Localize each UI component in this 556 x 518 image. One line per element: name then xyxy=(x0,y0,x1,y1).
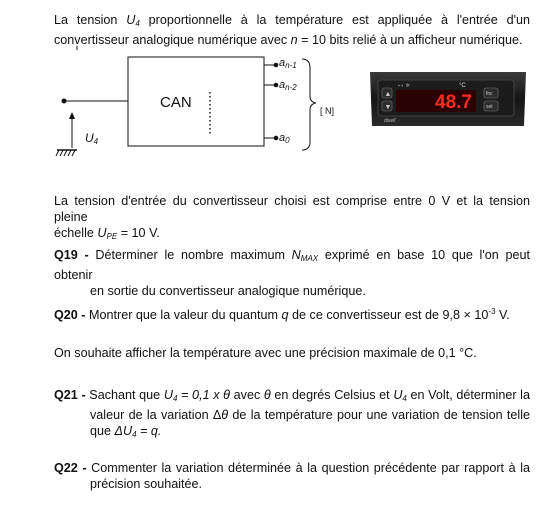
u4-subscript: 4 xyxy=(402,394,407,403)
theta-symbol: θ xyxy=(263,388,271,402)
u4-symbol: U xyxy=(126,13,136,27)
q21-line-2 xyxy=(54,407,530,423)
q21-number: Q21 - xyxy=(54,388,86,402)
q22-line-1 xyxy=(54,460,530,476)
q20-line-1 xyxy=(54,304,530,323)
q22-text: Commenter la variation déterminée à la question précédente par rapport à la xyxy=(86,461,531,475)
voltage-arrowhead xyxy=(69,112,75,119)
bus-label: [ N] xyxy=(320,106,335,116)
n-symbol: n xyxy=(290,33,298,47)
q21-line-3 xyxy=(54,423,530,443)
q20-text: V. xyxy=(495,308,510,322)
q20-exponent: -3 xyxy=(488,307,496,316)
label-an1: an-1 xyxy=(279,57,297,70)
para1-text: La tension d'entrée du convertisseur choisi est comprise entre 0 V et la tension pleine xyxy=(54,194,530,224)
down-arrow-icon: ▼ xyxy=(384,104,392,111)
u4-symbol: U xyxy=(393,388,403,402)
input-terminal xyxy=(62,99,67,104)
can-diagram xyxy=(50,46,350,162)
nmax-symbol: N xyxy=(291,248,301,262)
para1-text: = 10 V. xyxy=(117,226,160,240)
q19-text: Déterminer le nombre maximum xyxy=(88,248,292,262)
input-label: U4 xyxy=(85,131,99,146)
q21-text: que xyxy=(90,424,115,438)
upe-symbol: U xyxy=(97,226,107,240)
q-symbol: q xyxy=(281,308,289,322)
q21-text: avec xyxy=(230,388,264,402)
q22-number: Q22 - xyxy=(54,461,87,475)
output-terminal-an1 xyxy=(274,63,279,68)
q22-line-2: précision souhaitée. xyxy=(90,477,203,491)
can-block xyxy=(128,57,264,146)
q19-text: exprimé en base 10 que l'on peut obtenir xyxy=(54,248,530,282)
q20-text: de ce convertisseur est de 9,8 × 10 xyxy=(288,308,489,322)
question-q20 xyxy=(54,304,530,323)
brand-logo: dixell xyxy=(384,118,396,124)
delta-u-subscript: 4 xyxy=(132,430,137,439)
formula-u: U xyxy=(163,388,173,402)
ground-hatch xyxy=(56,150,75,156)
bus-brace xyxy=(302,59,316,150)
can-label: CAN xyxy=(160,94,192,111)
intro-text: proportionnelle à la température est appliquée à l'entrée d'un xyxy=(139,13,530,27)
q21-line-1 xyxy=(54,387,530,407)
formula-rest: = 0,1 x θ xyxy=(177,388,230,402)
output-terminal-a0 xyxy=(274,136,279,141)
formula-sub: 4 xyxy=(172,394,178,403)
nmax-subscript: MAX xyxy=(300,254,319,263)
thermostat-device xyxy=(368,66,528,132)
q21-text: Sachant que xyxy=(85,388,164,402)
unit-label: °C xyxy=(459,83,466,89)
q20-text: Montrer que la valeur du quantum xyxy=(85,308,282,322)
q19-line-1 xyxy=(54,247,530,283)
q21-text: valeur de la variation Δ xyxy=(90,408,222,422)
question-q19 xyxy=(54,247,530,299)
upe-subscript: PE xyxy=(106,232,118,241)
para1-text: échelle xyxy=(54,226,98,240)
intro-paragraph xyxy=(54,12,530,48)
intro-text: = 10 bits relié à un afficheur numérique. xyxy=(297,33,523,47)
fnc-label: fnc xyxy=(486,91,493,97)
para1-line-2 xyxy=(54,225,530,245)
q21-formula xyxy=(164,388,230,402)
question-q22 xyxy=(54,460,530,492)
para2-text: On souhaite afficher la température avec une précision maximale de 0,1 °C. xyxy=(54,346,477,360)
q20-number: Q20 - xyxy=(54,308,86,322)
q21-text: en degrés Celsius et xyxy=(270,388,394,402)
set-label: set xyxy=(486,104,493,110)
output-terminal-an2 xyxy=(274,83,279,88)
label-an2: an-2 xyxy=(279,79,297,92)
intro-text: convertisseur analogique numérique avec xyxy=(54,33,291,47)
question-q21 xyxy=(54,387,530,443)
input-voltage-paragraph xyxy=(54,193,530,245)
q21-text: en Volt, déterminer la xyxy=(406,388,530,402)
intro-text: La tension xyxy=(54,13,127,27)
temperature-readout: 48.7 xyxy=(435,92,472,113)
up-arrow-icon: ▲ xyxy=(384,91,392,98)
u4-subscript: 4 xyxy=(135,19,140,28)
status-icons: ▪ ◐ ✲ xyxy=(398,83,410,89)
precision-paragraph xyxy=(54,345,530,361)
q21-text: de la température pour une variation de tension telle xyxy=(228,408,531,422)
intro-line-1 xyxy=(54,12,530,32)
para1-line-1 xyxy=(54,193,530,225)
q19-line-2: en sortie du convertisseur analogique numérique. xyxy=(90,284,366,298)
q21-text: = q. xyxy=(136,424,162,438)
label-a0: a0 xyxy=(279,132,290,145)
theta-symbol: θ xyxy=(221,408,229,422)
delta-u-symbol: ΔU xyxy=(114,424,133,438)
q19-number: Q19 - xyxy=(54,248,89,262)
